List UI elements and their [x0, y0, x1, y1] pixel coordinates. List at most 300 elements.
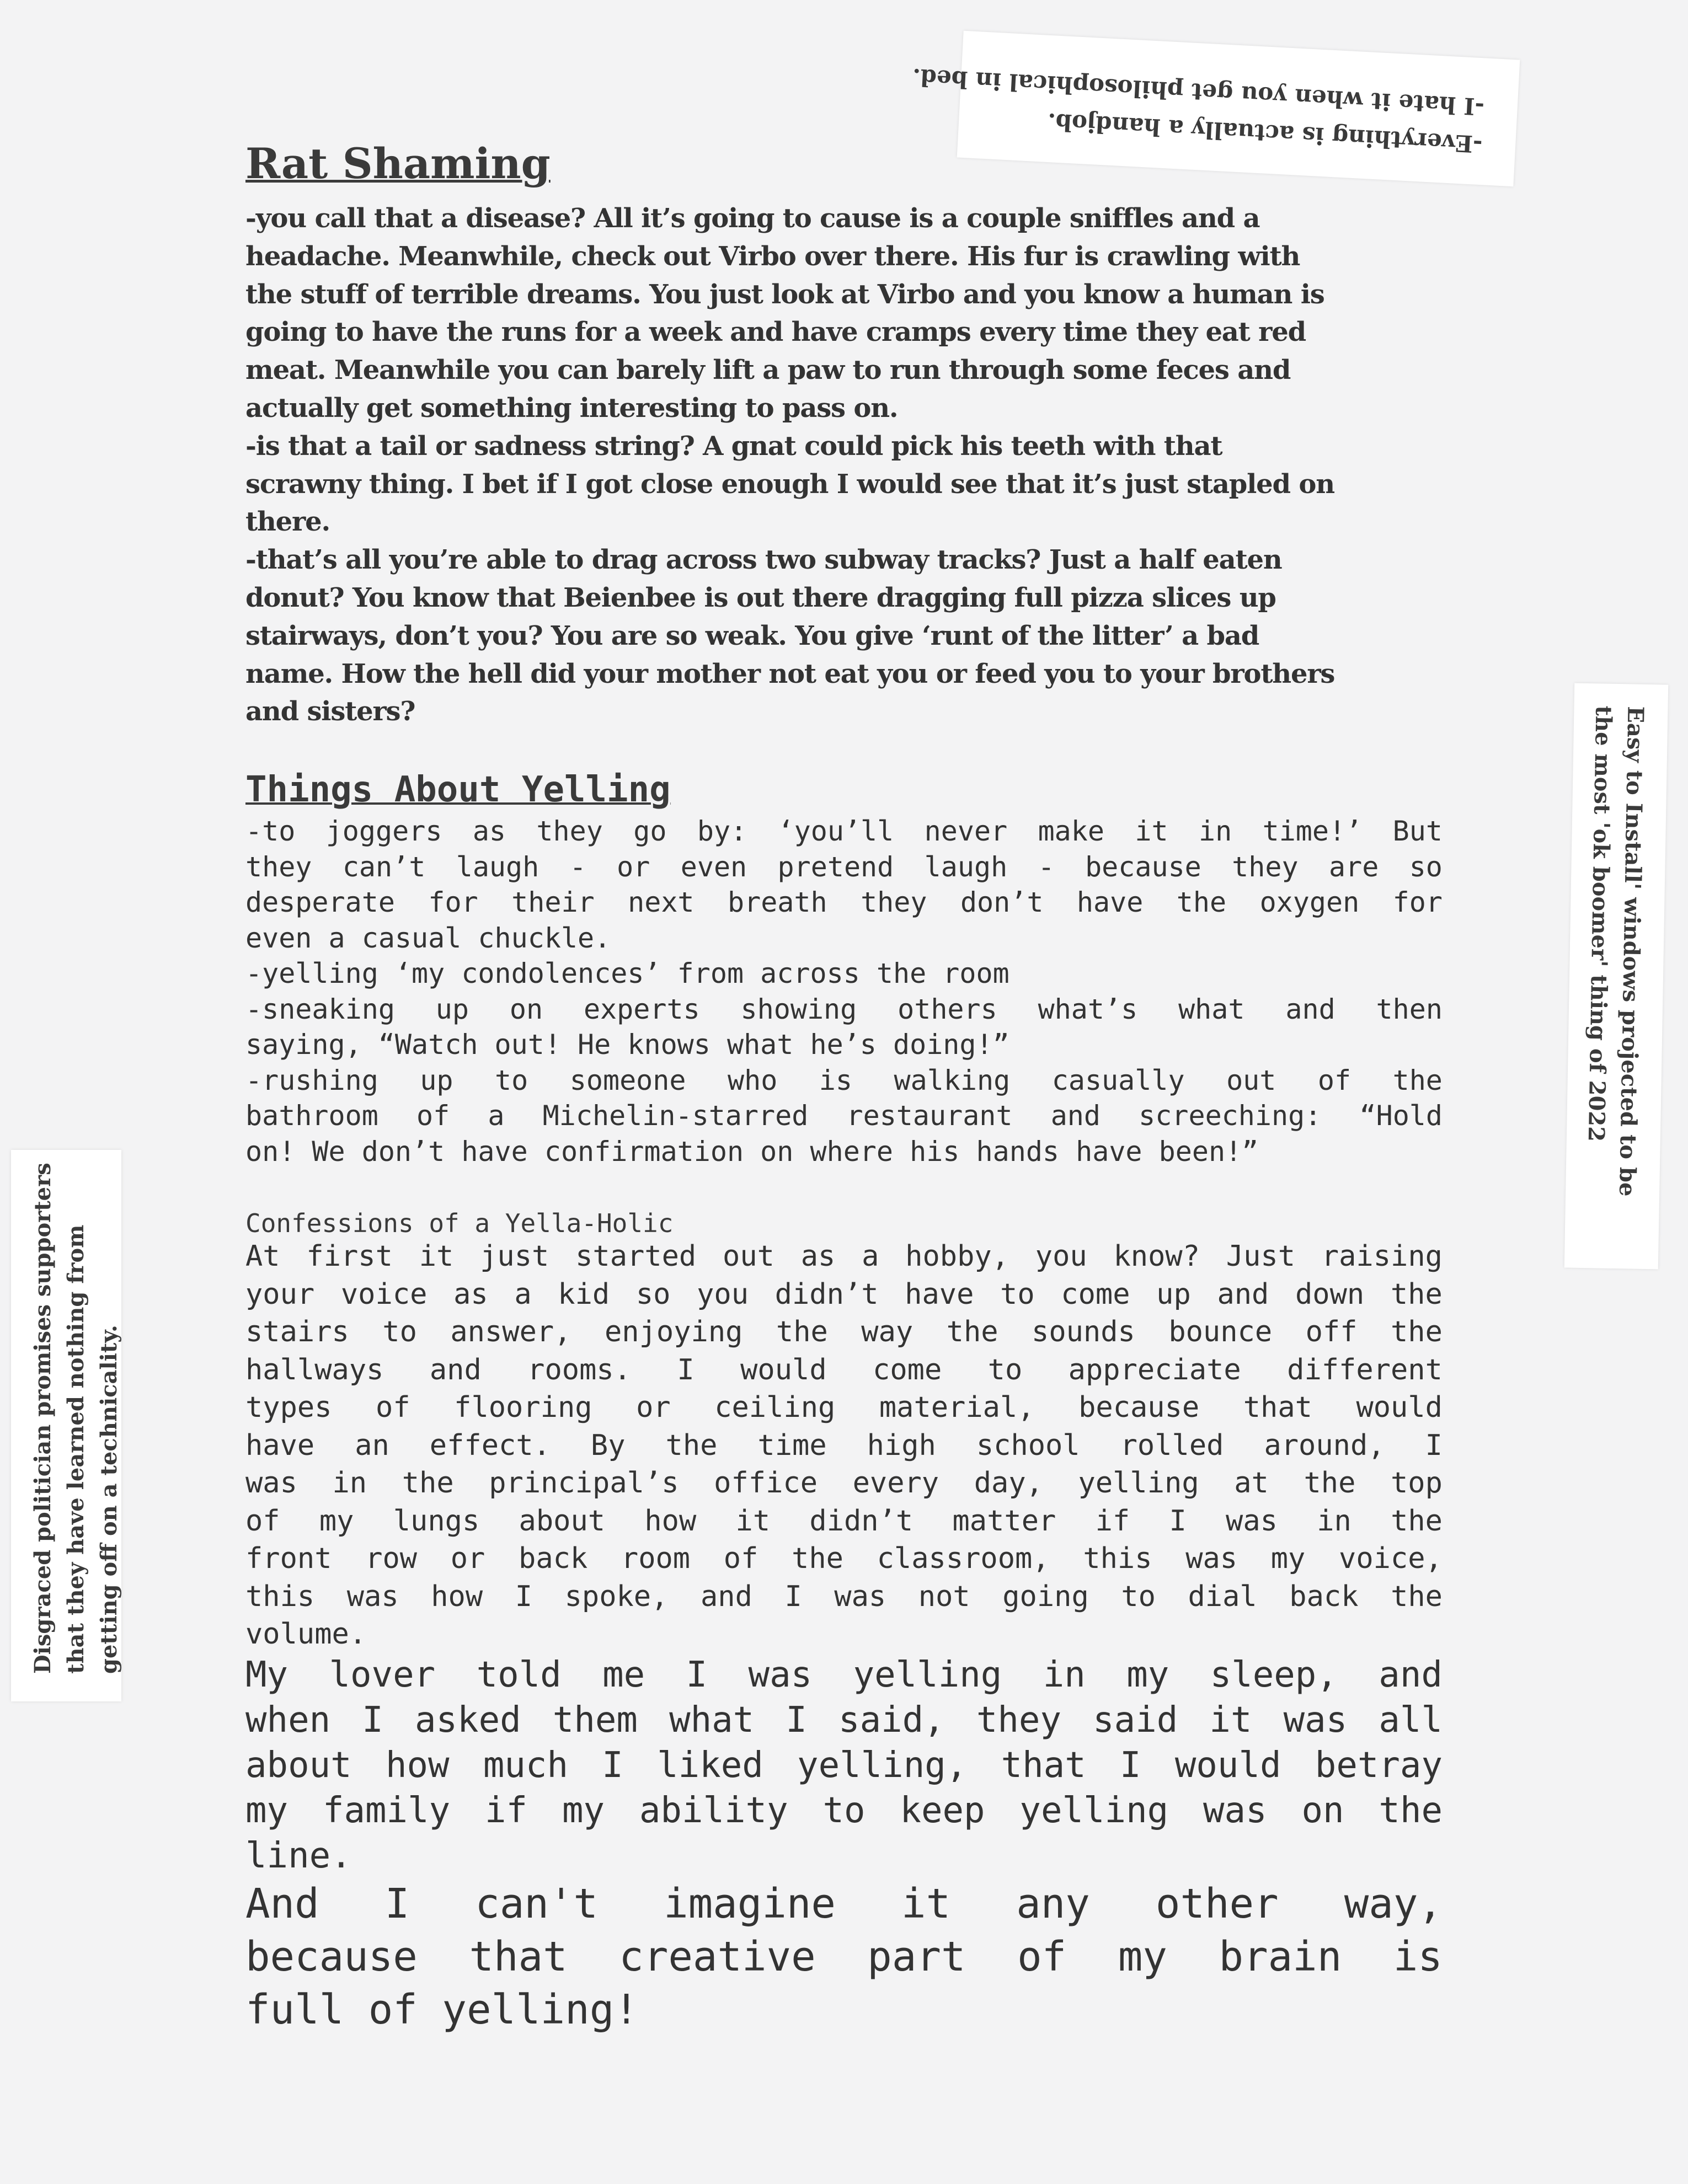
word: part [867, 1933, 966, 1980]
word: someone [569, 1064, 686, 1096]
word: imagine [664, 1880, 836, 1928]
word: it [735, 1504, 771, 1538]
line-text: even a casual chuckle. [245, 922, 611, 954]
word: who [727, 1064, 778, 1096]
word: room [621, 1542, 691, 1575]
word: I [384, 1880, 410, 1928]
text-line: -is that a tail or sadness string? A gnat could pick his teeth with that [245, 430, 1222, 462]
word: voice, [1339, 1542, 1443, 1575]
word: sounds [1032, 1315, 1135, 1348]
word: it [901, 1880, 951, 1928]
word: high [867, 1428, 936, 1462]
word: the [1390, 1315, 1443, 1348]
word: my [319, 1504, 354, 1538]
word: told [476, 1655, 562, 1695]
word: even [680, 850, 747, 883]
word: their [511, 886, 595, 918]
word: way, [1344, 1880, 1443, 1928]
word: me [602, 1655, 645, 1695]
word: off [1305, 1315, 1358, 1348]
word: and [1050, 1100, 1101, 1132]
line-text: volume. [245, 1618, 367, 1651]
text-line: donut? You know that Beienbee is out there dragging full pizza slices up [245, 582, 1276, 613]
word: can't [475, 1880, 599, 1928]
word: would [1356, 1391, 1443, 1424]
word: screeching: [1139, 1100, 1322, 1132]
word: enjoying [604, 1315, 743, 1348]
section-title-confessions: Confessions of a Yella-Holic [245, 1208, 674, 1238]
text-line [245, 1238, 1443, 1276]
word: the [1392, 1064, 1443, 1096]
word: laugh [456, 850, 539, 883]
word: kid [558, 1277, 610, 1311]
word: types [245, 1391, 332, 1424]
word: time [757, 1428, 827, 1462]
word: come [1061, 1277, 1130, 1311]
word: was [1226, 1504, 1278, 1538]
word: breath [728, 886, 827, 918]
word: next [628, 886, 695, 918]
word: on [509, 993, 543, 1025]
word: any [1016, 1880, 1090, 1928]
word: stairs [245, 1315, 349, 1348]
word: didn’t [809, 1504, 914, 1538]
word: classroom, [877, 1542, 1050, 1575]
word: - [569, 850, 586, 883]
word: would [740, 1353, 827, 1387]
word: I [1425, 1428, 1443, 1462]
word: brain [1219, 1933, 1342, 1980]
word: my [1270, 1542, 1306, 1575]
word: it [1209, 1700, 1252, 1741]
word: I [1120, 1745, 1141, 1786]
word: back [1289, 1580, 1359, 1613]
word: family [322, 1790, 451, 1831]
word: said [1093, 1700, 1178, 1741]
text-line [245, 1027, 1443, 1063]
text-line: stairways, don’t you? You are so weak. You give ‘runt of the litter’ a bad [245, 620, 1259, 651]
text-line [245, 1877, 1443, 1930]
word: them [552, 1700, 638, 1741]
word: it [419, 1240, 454, 1273]
word: time!’ [1262, 815, 1363, 847]
word: then [1376, 993, 1443, 1025]
word: top [1390, 1466, 1443, 1500]
text-line: going to have the runs for a week and have cramps every time they eat red [245, 317, 1306, 348]
word: make [1038, 815, 1104, 847]
word: school [976, 1428, 1080, 1462]
line-text: line. [245, 1835, 352, 1876]
word: back [519, 1542, 588, 1575]
text-line: there. [245, 506, 330, 538]
word: much [483, 1745, 568, 1786]
word: was [1283, 1700, 1348, 1741]
line-text: full of yelling! [245, 1986, 639, 2033]
strip-top-line: -Everything is actually a handjob. [1046, 108, 1483, 158]
word: was [834, 1580, 886, 1613]
text-line: name. How the hell did your mother not eat you or feed you to your brothers [245, 658, 1335, 689]
word: to [495, 1064, 528, 1096]
line-text: saying, “Watch out! He knows what he’s doing!” [245, 1029, 1009, 1061]
word: I [515, 1580, 533, 1613]
word: you [697, 1277, 749, 1311]
word: and [700, 1580, 752, 1613]
word: this [245, 1580, 315, 1613]
word: or [636, 1391, 671, 1424]
word: oxygen [1259, 886, 1360, 918]
word: was [748, 1655, 813, 1695]
word: creative [619, 1933, 816, 1980]
word: what’s [1038, 993, 1138, 1025]
word: about [245, 1745, 352, 1786]
line-text: -yelling ‘my condolences’ from across the room [245, 957, 1009, 989]
word: was [1203, 1790, 1267, 1831]
word: At [245, 1240, 280, 1273]
text-line [245, 1134, 1443, 1170]
word: every [852, 1466, 939, 1500]
word: this [1083, 1542, 1152, 1575]
word: -to [245, 815, 296, 847]
pasted-strip-left [11, 1150, 121, 1701]
ending-paragraph [245, 1877, 1443, 2036]
text-line [245, 1698, 1443, 1743]
word: the [776, 1315, 828, 1348]
word: Michelin-starred [542, 1100, 809, 1132]
word: way [861, 1315, 914, 1348]
word: office [714, 1466, 818, 1500]
word: the [1391, 1504, 1443, 1538]
word: in [1317, 1504, 1352, 1538]
word: and [1379, 1655, 1443, 1695]
word: the [1391, 1580, 1443, 1613]
word: if [485, 1790, 528, 1831]
text-line [245, 956, 1443, 992]
word: a [862, 1240, 879, 1273]
word: yelling [853, 1655, 1002, 1695]
text-line [245, 813, 1443, 849]
word: it [1135, 815, 1168, 847]
word: the [402, 1466, 454, 1500]
word: of [245, 1504, 280, 1538]
word: betray [1315, 1745, 1443, 1786]
word: out [1226, 1064, 1276, 1096]
word: up [435, 993, 469, 1025]
word: first [306, 1240, 393, 1273]
word: of [376, 1391, 410, 1424]
word: restaurant [846, 1100, 1013, 1132]
word: can’t [342, 850, 426, 883]
text-line: -you call that a disease? All it’s going to cause is a couple sniffles and a [245, 203, 1260, 234]
word: But [1392, 815, 1443, 847]
word: effect. [429, 1428, 551, 1462]
word: By [590, 1428, 626, 1462]
word: what [1178, 993, 1245, 1025]
word: to [382, 1315, 417, 1348]
text-line [245, 1389, 1443, 1427]
word: desperate [245, 886, 395, 918]
word: rolled [1120, 1428, 1224, 1462]
lover-paragraph [245, 1652, 1443, 1878]
word: by: [697, 815, 747, 847]
word: when [245, 1700, 331, 1741]
word: of [1017, 1933, 1067, 1980]
word: showing [740, 993, 857, 1025]
word: my [562, 1790, 605, 1831]
word: and [1285, 993, 1336, 1025]
word: have [905, 1277, 974, 1311]
word: don’t [960, 886, 1044, 918]
pasted-strip-right [1564, 683, 1668, 1270]
word: rooms. [527, 1353, 631, 1387]
word: for [428, 886, 478, 918]
word: going [1002, 1580, 1089, 1613]
word: have [1076, 886, 1144, 918]
word: of [1317, 1064, 1352, 1096]
word: spoke, [564, 1580, 669, 1613]
word: the [1390, 1277, 1443, 1311]
section-title-things-about-yelling: Things About Yelling [245, 769, 671, 810]
word: are [1328, 850, 1379, 883]
word: up [1156, 1277, 1191, 1311]
word: if [1095, 1504, 1130, 1538]
word: they [976, 1700, 1061, 1741]
word: the [792, 1542, 843, 1575]
word: as [472, 815, 506, 847]
word: that [1001, 1745, 1086, 1786]
word: about [519, 1504, 606, 1538]
strip-left-line: that they have learned nothing from [63, 1224, 89, 1674]
word: pretend [777, 850, 894, 883]
word: and [429, 1353, 482, 1387]
word: matter [952, 1504, 1056, 1538]
word: bounce [1168, 1315, 1273, 1348]
pasted-strip-top [911, 31, 1520, 187]
text-line [245, 1313, 1443, 1351]
word: raising [1321, 1240, 1443, 1273]
word: lungs [393, 1504, 480, 1538]
word: I [784, 1580, 802, 1613]
confessions-body [245, 1238, 1443, 1653]
word: laugh [924, 850, 1008, 883]
text-line: scrawny thing. I bet if I got close enough I would see that it’s just stapled on [245, 468, 1334, 500]
word: they [861, 886, 927, 918]
word: And [245, 1880, 319, 1928]
word: said, [838, 1700, 945, 1741]
word: have [245, 1428, 315, 1462]
word: your [245, 1277, 315, 1311]
word: the [1379, 1790, 1443, 1831]
word: material, [879, 1391, 1035, 1424]
word: to [987, 1353, 1023, 1387]
word: voice [340, 1277, 428, 1311]
word: you [1035, 1240, 1087, 1273]
strip-right-line: Easy to Install' windows projected to be [1614, 706, 1649, 1197]
text-line [245, 1540, 1443, 1578]
word: come [873, 1353, 942, 1387]
word: know? [1113, 1240, 1200, 1273]
word: just [480, 1240, 549, 1273]
word: the [946, 1315, 998, 1348]
word: dial [1188, 1580, 1257, 1613]
line-text: on! We don’t have confirmation on where his hands have been!” [245, 1135, 1259, 1168]
word: the [1304, 1466, 1356, 1500]
word: that [1243, 1391, 1312, 1424]
word: that [469, 1933, 568, 1980]
word: hobby, [905, 1240, 1009, 1273]
word: My [245, 1655, 289, 1695]
word: not [918, 1580, 970, 1613]
word: my [1126, 1655, 1169, 1695]
word: asked [414, 1700, 521, 1741]
word: out [723, 1240, 774, 1273]
section-title-rat-shaming: Rat Shaming [245, 139, 551, 188]
word: sleep, [1210, 1655, 1338, 1695]
text-line [245, 1427, 1443, 1465]
word: in [1198, 815, 1232, 847]
word: yelling, [797, 1745, 968, 1786]
text-line [245, 1276, 1443, 1314]
word: a [488, 1100, 505, 1132]
word: bathroom [245, 1100, 378, 1132]
word: as [800, 1240, 836, 1273]
word: down [1295, 1277, 1365, 1311]
word: ‘you’ll [777, 815, 894, 847]
text-line [245, 1930, 1443, 1983]
word: was [346, 1580, 399, 1613]
text-line [245, 1788, 1443, 1833]
text-line [245, 1464, 1443, 1502]
text-line [245, 1983, 1443, 2036]
text-line [245, 1615, 1443, 1653]
word: to [1121, 1580, 1156, 1613]
word: other [1155, 1880, 1279, 1928]
word: is [819, 1064, 853, 1096]
word: didn’t [774, 1277, 879, 1311]
word: my [1118, 1933, 1167, 1980]
word: hallways [245, 1353, 384, 1387]
word: so [1409, 850, 1443, 883]
word: experts [583, 993, 700, 1025]
text-line [245, 1098, 1443, 1134]
word: or [450, 1542, 485, 1575]
word: all [1379, 1700, 1443, 1741]
text-line [245, 920, 1443, 956]
word: -sneaking [245, 993, 395, 1025]
strip-top-line: -I hate it when you get philosophical in bed. [911, 63, 1486, 121]
word: I [602, 1745, 623, 1786]
word: liked [657, 1745, 763, 1786]
text-line: and sisters? [245, 696, 415, 727]
word: they [245, 850, 312, 883]
word: casually [1051, 1064, 1185, 1096]
word: I [362, 1700, 383, 1741]
word: ceiling [714, 1391, 836, 1424]
word: different [1287, 1353, 1443, 1387]
word: at [1234, 1466, 1269, 1500]
word: front [245, 1542, 332, 1575]
word: they [1232, 850, 1299, 883]
text-line [245, 849, 1443, 885]
text-line: headache. Meanwhile, check out Virbo over there. His fur is crawling with [245, 240, 1300, 272]
text-line [245, 1743, 1443, 1788]
word: Just [1226, 1240, 1296, 1273]
word: for [1392, 886, 1443, 918]
text-line [245, 1578, 1443, 1616]
word: flooring [454, 1391, 592, 1424]
word: I [1169, 1504, 1187, 1538]
text-line: the stuff of terrible dreams. You just look at Virbo and you know a human is [245, 279, 1324, 310]
word: the [1176, 886, 1227, 918]
word: or [617, 850, 650, 883]
word: so [635, 1277, 671, 1311]
word: answer, [450, 1315, 571, 1348]
word: up [420, 1064, 453, 1096]
word: would [1174, 1745, 1281, 1786]
word: -rushing [245, 1064, 378, 1096]
word: around, [1264, 1428, 1385, 1462]
text-line [245, 1351, 1443, 1389]
text-line: actually get something interesting to pass on. [245, 392, 898, 424]
word: yelling [1019, 1790, 1169, 1831]
strip-right-line: the most 'ok boomer' thing of 2022 [1583, 705, 1617, 1142]
word: is [1393, 1933, 1443, 1980]
word: day, [974, 1466, 1043, 1500]
word: I [786, 1700, 807, 1741]
word: how [385, 1745, 450, 1786]
word: ability [639, 1790, 788, 1831]
word: was [245, 1466, 297, 1500]
yelling-body [245, 813, 1443, 1169]
word: others [898, 993, 997, 1025]
text-line [245, 1502, 1443, 1540]
text-line [245, 1652, 1443, 1698]
word: in [1043, 1655, 1086, 1695]
text-line: -that’s all you’re able to drag across two subway tracks? Just a half eaten [245, 544, 1282, 576]
word: the [665, 1428, 718, 1462]
word: walking [894, 1064, 1011, 1096]
word: an [355, 1428, 389, 1462]
word: my [245, 1790, 289, 1831]
word: how [644, 1504, 697, 1538]
word: because [245, 1933, 418, 1980]
strip-left-line: Disgraced politician promises supporters [30, 1163, 56, 1674]
word: of [723, 1542, 758, 1575]
word: lover [329, 1655, 436, 1695]
word: - [1038, 850, 1055, 883]
word: I [686, 1655, 708, 1695]
text-line: meat. Meanwhile you can barely lift a paw to run through some feces and [245, 355, 1291, 386]
text-line [245, 885, 1443, 920]
word: I [677, 1353, 695, 1387]
word: a [514, 1277, 532, 1311]
word: joggers [325, 815, 442, 847]
word: on [1301, 1790, 1344, 1831]
word: “Hold [1359, 1100, 1443, 1132]
text-line [245, 992, 1443, 1027]
word: principal’s [489, 1466, 679, 1500]
word: they [536, 815, 603, 847]
word: yelling [1078, 1466, 1199, 1500]
text-line [245, 1833, 1443, 1878]
word: in [332, 1466, 367, 1500]
word: keep [900, 1790, 985, 1831]
word: never [924, 815, 1008, 847]
word: appreciate [1068, 1353, 1241, 1387]
word: because [1085, 850, 1201, 883]
rat-shaming-body [245, 200, 1459, 731]
word: as [453, 1277, 488, 1311]
strip-left-line: getting off on a technicality. [96, 1325, 122, 1674]
